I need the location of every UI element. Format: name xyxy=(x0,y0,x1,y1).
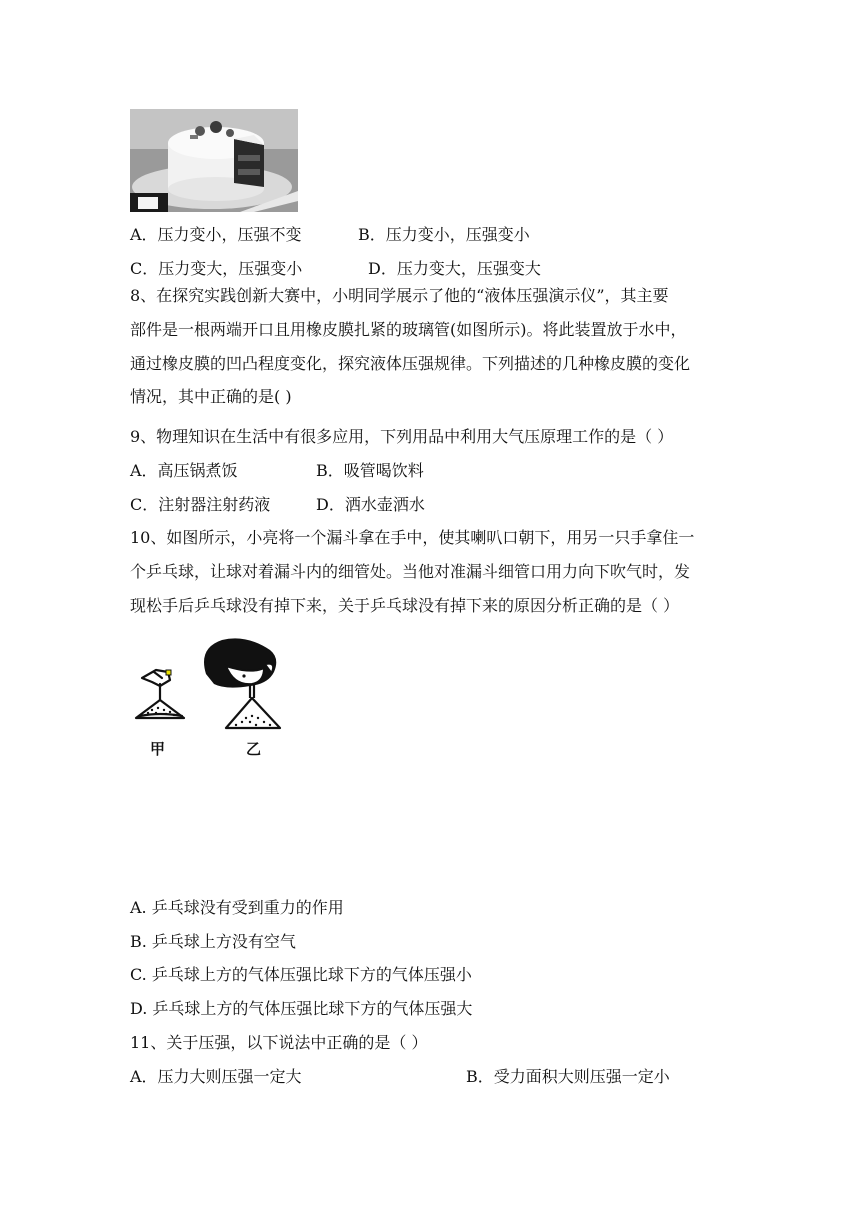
cake-photo xyxy=(130,109,298,212)
q10-line-3: 现松手后乒乓球没有掉下来，关于乒乓球没有掉下来的原因分析正确的是（ ） xyxy=(130,596,680,615)
q9-option-d: D．洒水壶洒水 xyxy=(316,495,425,514)
q11-stem: 11、关于压强，以下说法中正确的是（ ） xyxy=(130,1033,428,1052)
q8-line-4: 情况，其中正确的是( ) xyxy=(130,387,292,406)
q7-option-b: B．压力变小，压强变小 xyxy=(358,225,530,244)
boy-blowing-figure xyxy=(204,638,280,728)
funnel-figure xyxy=(130,636,290,760)
q10-line-1: 10、如图所示，小亮将一个漏斗拿在手中，使其喇叭口朝下，用另一只手拿住一 xyxy=(130,528,695,547)
q9-stem: 9、物理知识在生活中有很多应用，下列用品中利用大气压原理工作的是（ ） xyxy=(130,427,674,446)
q10-option-b: B. 乒乓球上方没有空气 xyxy=(130,932,296,951)
q7-option-c: C．压力变大，压强变小 xyxy=(130,259,303,278)
q8-line-2: 部件是一根两端开口且用橡皮膜扎紧的玻璃管(如图所示)。将此装置放于水中， xyxy=(130,320,687,339)
q10-line-2: 个乒乓球，让球对着漏斗内的细管处。当他对准漏斗细管口用力向下吹气时，发 xyxy=(130,562,691,581)
figure-label-yi: 乙 xyxy=(246,740,262,758)
q9-option-a: A．高压锅煮饭 xyxy=(130,461,238,480)
q8-line-1: 8、在探究实践创新大赛中，小明同学展示了他的“液体压强演示仪”，其主要 xyxy=(130,286,669,305)
q9-option-b: B．吸管喝饮料 xyxy=(316,461,424,480)
q7-option-d: D．压力变大，压强变大 xyxy=(368,259,541,278)
q7-option-a: A．压力变小，压强不变 xyxy=(130,225,302,244)
q10-option-c: C. 乒乓球上方的气体压强比球下方的气体压强小 xyxy=(130,965,472,984)
q11-option-a: A．压力大则压强一定大 xyxy=(130,1067,302,1086)
funnel-hand-figure xyxy=(136,670,184,718)
q11-option-b: B．受力面积大则压强一定小 xyxy=(466,1067,670,1086)
q10-option-d: D. 乒乓球上方的气体压强比球下方的气体压强大 xyxy=(130,999,473,1018)
q10-option-a: A. 乒乓球没有受到重力的作用 xyxy=(130,898,344,917)
q9-option-c: C．注射器注射药液 xyxy=(130,495,271,514)
figure-label-jia: 甲 xyxy=(150,740,166,758)
q8-line-3: 通过橡皮膜的凹凸程度变化，探究液体压强规律。下列描述的几种橡皮膜的变化 xyxy=(130,354,691,373)
